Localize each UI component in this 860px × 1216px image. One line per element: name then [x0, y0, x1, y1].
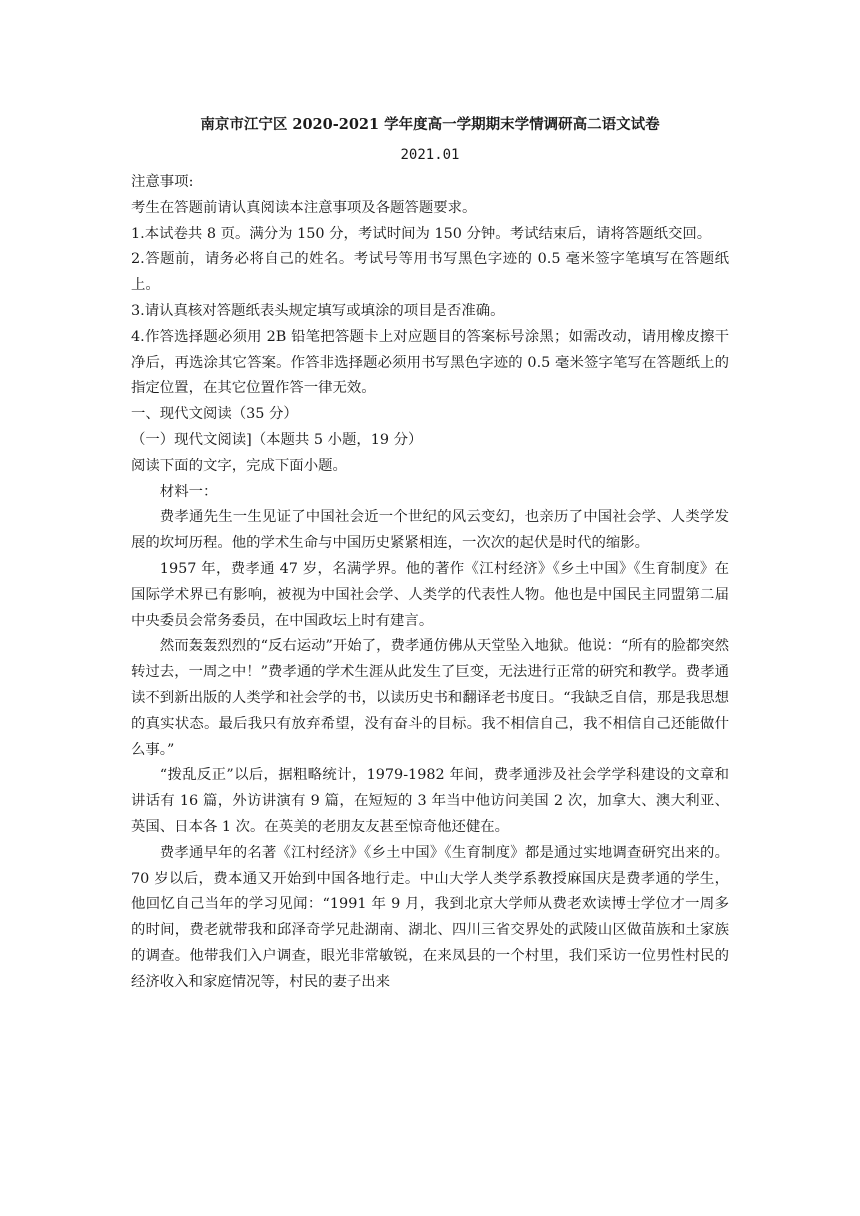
section-heading: 一、现代文阅读（35 分） [131, 406, 298, 423]
notice-intro: 考生在答题前请认真阅读本注意事项及各题答题要求。 [131, 199, 477, 216]
document-date: 2021.01 [400, 147, 460, 163]
notice-item: 1.本试卷共 8 页。满分为 150 分，考试时间为 150 分钟。考试结束后，请将答题纸交回。 [131, 225, 712, 242]
body-paragraph: 1957 年，费孝通 47 岁，名满学界。他的著作《江村经济》《乡土中国》《生育制度》在国际学术界已有影响，被视为中国社会学、人类学的代表性人物。他也是中国民主同盟第二届中央委员会常务委员，在中国政坛上时有建言。 [131, 560, 729, 629]
body-paragraph: 然而轰轰烈烈的“反右运动”开始了，费孝通仿佛从天堂坠入地狱。他说：“所有的脸都突然转过去，一周之中！”费孝通的学术生涯从此发生了巨变，无法进行正常的研究和教学。费孝通读不到新出版的人类学和社会学的书，以读历史书和翻译老书度日。“我缺乏自信，那是我思想的真实状态。最后我只有放弃希望，没有奋斗的目标。我不相信自己，我不相信自己还能做什么事。” [131, 638, 729, 758]
notice-item: 2.答题前，请务必将自己的姓名。考试号等用书写黑色字迹的 0.5 毫米签字笔填写在答题纸上。 [131, 251, 729, 294]
notice-item: 4.作答选择题必须用 2B 铅笔把答题卡上对应题目的答案标号涂黑；如需改动，请用橡皮擦干净后，再选涂其它答案。作答非选择题必须用书写黑色字迹的 0.5 毫米签字笔写在答题纸上的指定位置，在其它位置作答一律无效。 [131, 328, 729, 397]
document-page [131, 108, 729, 996]
body-paragraph: 费孝通先生一生见证了中国社会近一个世纪的风云变幻，也亲历了中国社会学、人类学发展的坎坷历程。他的学术生命与中国历史紧紧相连，一次次的起伏是时代的缩影。 [131, 509, 729, 552]
material-label: 材料一： [159, 483, 218, 500]
notice-item: 3.请认真核对答题纸表头规定填写或填涂的项目是否准确。 [131, 302, 505, 319]
notice-heading: 注意事项: [131, 174, 194, 190]
body-paragraph: “拨乱反正”以后，据粗略统计，1979-1982 年间，费孝通涉及社会学学科建设的文章和讲话有 16 篇，外访讲演有 9 篇，在短短的 3 年当中他访问美国 2 次，加拿大、澳大利亚、英国、日本各 1 次。在英美的老朋友友甚至惊奇他还健在。 [131, 767, 729, 835]
subsection-heading: （一）现代文阅读]（本题共 5 小题，19 分） [131, 431, 423, 448]
body-paragraph: 费孝通早年的名著《江村经济》《乡土中国》《生育制度》都是通过实地调查研究出来的。70 岁以后，费本通又开始到中国各地行走。中山大学人类学系教授麻国庆是费孝通的学生，他回忆自己当年的学习见闻：“1991 年 9 月，我到北京大学师从费老欢读博士学位才一周多的时间，费老就带我和邱泽奇学兄赴湖南、湖北、四川三省交界处的武陵山区做苗族和土家族的调查。他带我们入户调查，眼光非常敏锐，在来凤县的一个村里，我们采访一位男性村民的经济收入和家庭情况等，村民的妻子出来 [131, 844, 729, 990]
document-title: 南京市江宁区 2020-2021 学年度高一学期期末学情调研高二语文试卷 [200, 116, 660, 133]
reading-instruction: 阅读下面的文字，完成下面小题。 [131, 457, 347, 474]
